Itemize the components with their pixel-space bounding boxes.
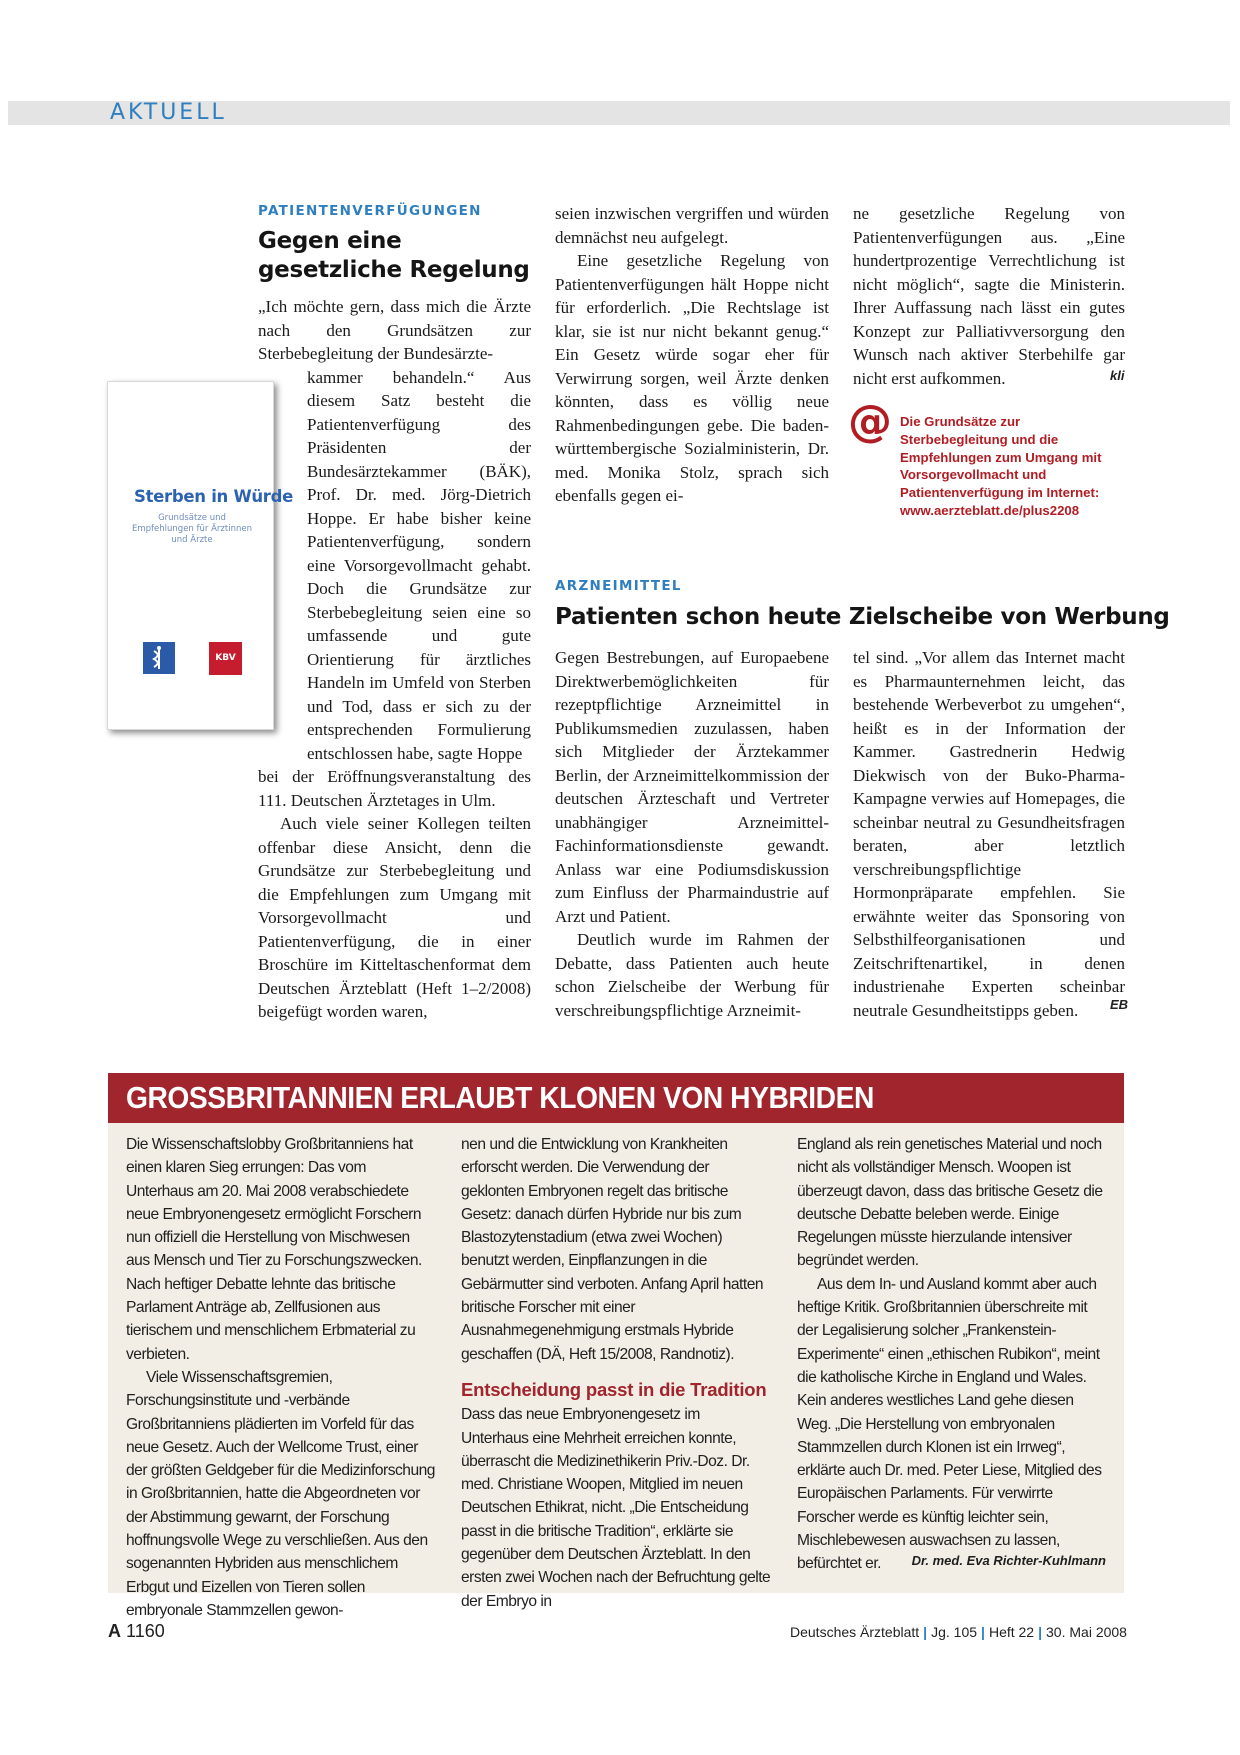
- page-number: [108, 1621, 165, 1642]
- footer-separator: |: [1038, 1624, 1043, 1640]
- page-prefix: A: [108, 1621, 121, 1641]
- article2-kicker: ARZNEIMITTEL: [555, 578, 682, 594]
- article1-column-3: [853, 202, 1125, 390]
- article1-col1-paragraph-2: Auch viele seiner Kollegen teilten offenbar diese Ansicht, denn die Grundsätze zur Sterbebegleitung und die Empfehlungen zum Umgang mit Vorsorgevollmacht und Patientenverfügung, die in einer Broschüre im Kitteltaschenformat dem Deutschen Ärzteblatt (Heft 1–2/2008) beigefügt worden waren,: [258, 814, 531, 1021]
- article1-col2-paragraph-1: seien inzwischen vergriffen und würden demnächst neu aufgelegt.: [555, 204, 829, 247]
- article1-col1-bottom: bei der Eröffnungsveranstaltung des 111. Deutschen Ärztetages in Ulm.: [258, 767, 531, 810]
- article1-kicker: PATIENTENVERFÜGUNGEN: [258, 203, 482, 219]
- box-column-1: [126, 1133, 436, 1622]
- article2-signoff: EB: [1110, 997, 1129, 1012]
- box-column-2: [461, 1133, 771, 1613]
- article1-column-1: [258, 295, 531, 1024]
- box-col3-paragraph-1: England als rein genetisches Material und noch nicht als vollständiger Mensch. Woopen ist überzeugt davon, dass das britische Gesetz die deutsche Debatte beleben werde. Einige Regelungen müsste hierzulande intensiver begründet werden.: [797, 1136, 1103, 1270]
- box-col3-paragraph-2: Aus dem In- und Ausland kommt aber auch heftige Kritik. Großbritannien überschreite mit der Legalisierung solcher „Frankenstein-Experimente“ einen „ethischen Rubikon“, meint die katholische Kirche in England und Wales. Kein anderes westliches Land gehe diesen Weg. „Die Herstellung von embryonalen Stammzellen durch Klonen ist ein Irrweg“, erklärte auch Dr. med. Peter Liese, Mitglied des Europäischen Parlaments. Für verwirrte Forscher werde es künftig leichter sein, Mischlebewesen auswachsen zu lassen, befürchtet er.: [797, 1275, 1102, 1573]
- article2-column-1: [555, 646, 829, 1022]
- brochure-subtitle: Grundsätze und Empfehlungen für Ärztinnen und Ärzte: [132, 513, 252, 545]
- footer-citation: [790, 1624, 1127, 1640]
- article2-col2-paragraph-1: tel sind. „Vor allem das Internet macht es Pharmaunternehmen leicht, das bestehende Werbeverbot zu umgehen“, heißt es in der Information der Kammer. Gastrednerin Hedwig Diekwisch von der Buko-Pharma-Kampagne verwies auf Homepages, die scheinbar neutral zu Gesundheitsfragen beraten, aber letztlich verschreibungspflichtige Hormonpräparate empfehlen. Sie erwähnte weiter das Sponsoring von Selbsthilfeorganisationen und Zeitschriftenartikel, in denen industrienahe Experten scheinbar neutrale Gesundheitstipps geben.: [853, 648, 1125, 1020]
- article2-col1-paragraph-2: Deutlich wurde im Rahmen der Debatte, dass Patienten auch heute schon Zielscheibe der Werbung für verschreibungspflichtige Arzneimit-: [555, 930, 829, 1020]
- article1-headline: Gegen eine gesetzliche Regelung: [258, 228, 530, 283]
- internet-link-note: Die Grundsätze zur Sterbebegleitung und die Empfehlungen zum Umgang mit Vorsorgevollmacht und Patientenverfügung im Internet: www.aerzteblatt.de/plus2208: [900, 414, 1102, 518]
- news-box-title: GROSSBRITANNIEN ERLAUBT KLONEN VON HYBRIDEN: [126, 1080, 874, 1115]
- article1-column-2: [555, 202, 829, 508]
- article1-col1-wrap: kammer behandeln.“ Aus diesem Satz besteht die Patientenverfügung des Präsidenten der Bundesärztekammer (BÄK), Prof. Dr. med. Jörg-Dietrich Hoppe. Er habe bisher keine Patientenverfügung, sondern eine Vorsorgevollmacht gehabt. Doch die Grundsätze zur Sterbebegleitung seien eine so umfassende und gute Orientierung für ärztliches Handeln im Umfeld von Sterben und Tod, dass er sich zu der entsprechenden Formulierung entschlossen habe, sagte Hoppe: [307, 367, 531, 763]
- footer-journal: Deutsches Ärzteblatt: [790, 1624, 920, 1640]
- brochure-title: Sterben in Würde: [134, 487, 294, 506]
- box-col2-paragraph-2: Dass das neue Embryonengesetz im Unterhaus eine Mehrheit erreichen konnte, überrascht die Medizinethikerin Priv.-Doz. Dr. med. Christiane Woopen, Mitglied im neuen Deutschen Ethikrat, nicht. „Die Entscheidung passt in die britische Tradition“, erklärte sie gegenüber dem Deutschen Ärzteblatt. In den ersten zwei Wochen nach der Befruchtung gelte der Embryo in: [461, 1406, 771, 1610]
- article2-column-2: [853, 646, 1125, 1022]
- box-col2-paragraph-1: nen und die Entwicklung von Krankheiten erforscht werden. Die Verwendung der geklonten Embryonen regelt das britische Gesetz: danach dürfen Hybride nur bis zum Blastozytenstadium (etwa zwei Wochen) benutzt werden, Einpflanzungen in die Gebärmutter sind verboten. Anfang April hatten britische Forscher mit einer Ausnahmegenehmigung erstmals Hybride geschaffen (DÄ, Heft 15/2008, Randnotiz).: [461, 1136, 764, 1363]
- footer-date: 30. Mai 2008: [1046, 1624, 1127, 1640]
- article2-headline: Patienten schon heute Zielscheibe von Werbung: [555, 604, 1170, 630]
- article1-col2-paragraph-2: Eine gesetzliche Regelung von Patientenverfügungen hält Hoppe nicht für erforderlich. „Die Rechtslage ist klar, sie ist nur nicht bekannt genug.“ Ein Gesetz würde sogar eher für Verwirrung sorgen, weil Ärzte denken könnten, dass es völlig neue Rahmenbedingungen gebe. Die baden-württembergische Sozialministerin, Dr. med. Monika Stolz, sprach sich ebenfalls gegen ei-: [555, 251, 829, 505]
- baek-logo-icon: [143, 642, 175, 674]
- article2-col1-paragraph-1: Gegen Bestrebungen, auf Europaebene Direktwerbemöglichkeiten für rezeptpflichtige Arzneimittel in Publikumsmedien zuzulassen, haben sich Mitglieder der Ärztekammer Berlin, der Arzneimittelkommission der deutschen Ärzteschaft und Vertreter unabhängiger Arzneimittel-Fachinformationsdienste gewandt. Anlass war eine Podiumsdiskussion zum Einfluss der Pharmaindustrie auf Arzt und Patient.: [555, 648, 829, 926]
- kbv-logo: KBV: [209, 642, 242, 675]
- at-sign-icon: @: [848, 396, 892, 447]
- article1-col1-top: „Ich möchte gern, dass mich die Ärzte nach den Grundsätzen zur Sterbebegleitung der Bundesärzte-: [258, 297, 531, 363]
- article1-col3-paragraph-1: ne gesetzliche Regelung von Patientenverfügungen aus. „Eine hundertprozentige Verrechtlichung ist nicht möglich“, sagte die Ministerin. Ihrer Auffassung nach lässt ein gutes Konzept zur Palliativversorgung den Wunsch nach aktiver Sterbehilfe gar nicht erst aufkommen.: [853, 204, 1125, 388]
- page-number-value: 1160: [126, 1621, 165, 1641]
- footer-issue: Heft 22: [988, 1624, 1035, 1640]
- footer-volume: Jg. 105: [931, 1624, 978, 1640]
- section-label: AKTUELL: [110, 100, 227, 125]
- footer-separator: |: [981, 1624, 985, 1640]
- article1-signoff: kli: [1110, 368, 1125, 383]
- brochure-image: [107, 381, 294, 730]
- box-col1-paragraph-2: Viele Wissenschaftsgremien, Forschungsinstitute und -verbände Großbritanniens plädierten im Vorfeld für das neue Gesetz. Auch der Wellcome Trust, einer der größten Geldgeber für die Medizinforschung in Großbritannien, hatte die Abgeordneten vor der Abstimmung gewarnt, der Forschung hoffnungsvolle Wege zu verschließen. Aus den sogenannten Hybriden aus menschlichem Erbgut und Eizellen von Tieren sollen embryonale Stammzellen gewon-: [126, 1368, 435, 1619]
- box-column-3: [797, 1133, 1107, 1576]
- footer-separator: |: [923, 1624, 928, 1640]
- box-col1-paragraph-1: Die Wissenschaftslobby Großbritanniens hat einen klaren Sieg errungen: Das vom Unterhaus am 20. Mai 2008 verabschiedete neue Embryonengesetz ermöglicht Forschern nun offiziell die Herstellung von Mischwesen aus Mensch und Tier zu Forschungszwecken. Nach heftiger Debatte lehnte das britische Parlament Anträge ab, Zellfusionen aus tierischem und menschlichem Erbmaterial zu verbieten.: [126, 1136, 422, 1363]
- box-subheading: Entscheidung passt in die Tradition: [461, 1378, 767, 1400]
- box-author: Dr. med. Eva Richter-Kuhlmann: [911, 1553, 1106, 1568]
